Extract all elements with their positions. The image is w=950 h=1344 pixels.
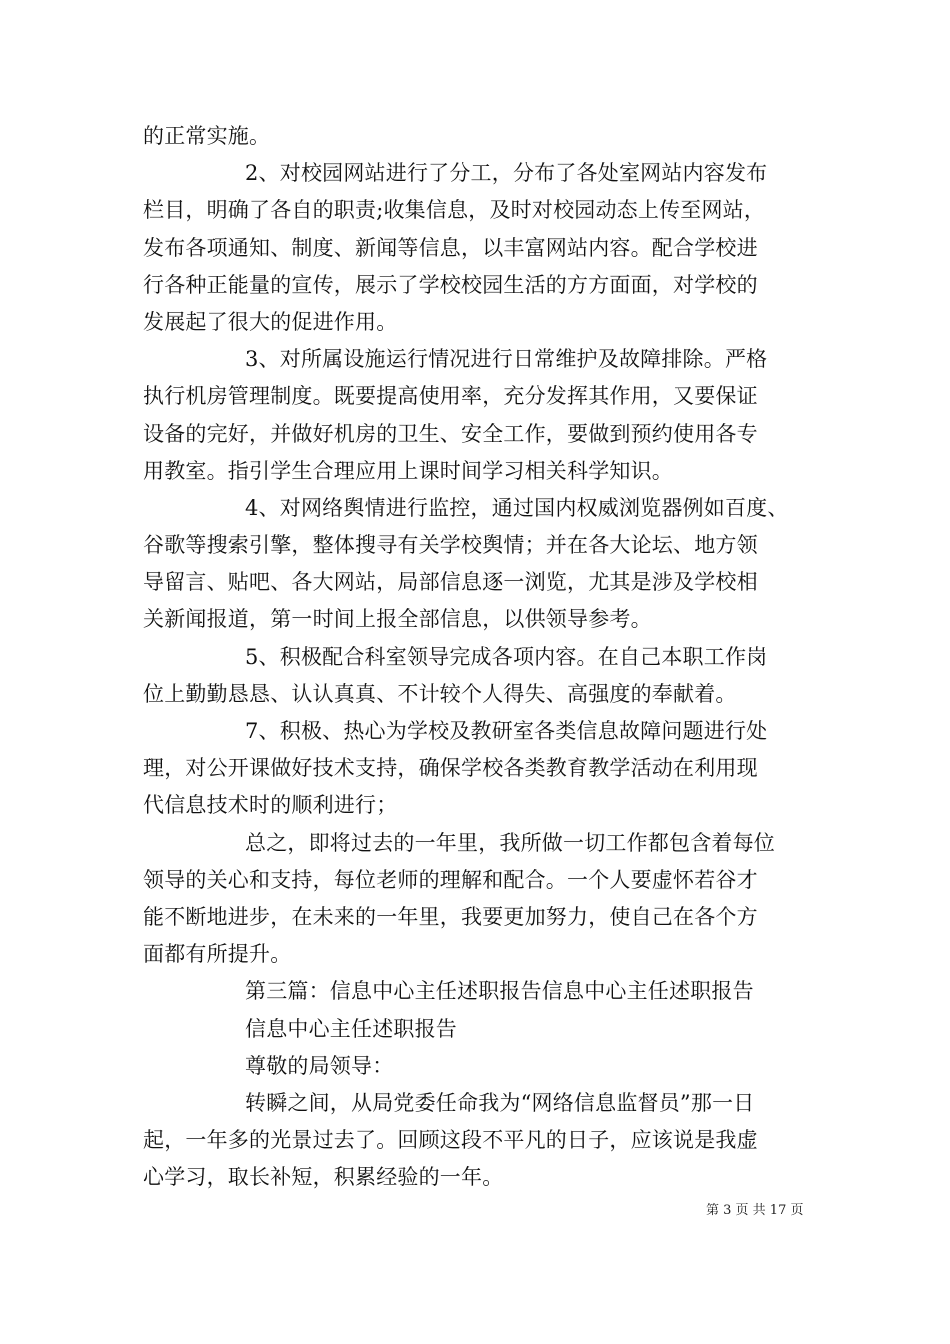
- page-number-footer: 第 3 页 共 17 页: [706, 1203, 804, 1218]
- text-line: 位上勤勤恳恳、认认真真、不计较个人得失、高强度的奉献着。: [143, 681, 737, 706]
- text-line: 领导的关心和支持，每位老师的理解和配合。一个人要虚怀若谷才: [143, 867, 758, 892]
- text-line: 代信息技术时的顺利进行；: [143, 793, 398, 818]
- text-line: 发布各项通知、制度、新闻等信息，以丰富网站内容。配合学校进: [143, 235, 758, 260]
- text-line: 面都有所提升。: [143, 942, 292, 967]
- text-line: 5、积极配合科室领导完成各项内容。在自己本职工作岗: [245, 644, 768, 669]
- text-line: 起，一年多的光景过去了。回顾这段不平凡的日子，应该说是我虚: [143, 1128, 758, 1153]
- text-line: 心学习，取长补短，积累经验的一年。: [143, 1165, 504, 1190]
- text-line: 3、对所属设施运行情况进行日常维护及故障排除。严格: [245, 347, 768, 372]
- text-line: 关新闻报道，第一时间上报全部信息，以供领导参考。: [143, 607, 652, 632]
- text-line: 谷歌等搜索引擎，整体搜寻有关学校舆情；并在各大论坛、地方领: [143, 533, 758, 558]
- text-line: 能不断地进步，在未来的一年里，我要更加努力，使自己在各个方: [143, 904, 758, 929]
- text-line: 发展起了很大的促进作用。: [143, 309, 398, 334]
- text-line: 的正常实施。: [143, 124, 271, 148]
- text-line: 信息中心主任述职报告: [245, 1016, 457, 1041]
- text-line: 用教室。指引学生合理应用上课时间学习相关科学知识。: [143, 458, 673, 483]
- text-line: 栏目，明确了各自的职责;收集信息，及时对校园动态上传至网站，: [143, 198, 766, 223]
- text-line: 第三篇：信息中心主任述职报告信息中心主任述职报告: [245, 979, 754, 1004]
- document-body: [143, 118, 813, 1196]
- text-line: 总之，即将过去的一年里，我所做一切工作都包含着每位: [245, 830, 775, 855]
- text-line: 行各种正能量的宣传，展示了学校校园生活的方方面面，对学校的: [143, 272, 758, 297]
- text-line: 2、对校园网站进行了分工，分布了各处室网站内容发布: [245, 161, 768, 186]
- text-line: 转瞬之间，从局党委任命我为“网络信息监督员”那一日: [245, 1090, 755, 1115]
- text-line: 7、积极、热心为学校及教研室各类信息故障问题进行处: [245, 719, 768, 743]
- text-line: 尊敬的局领导：: [245, 1053, 394, 1078]
- text-line: 执行机房管理制度。既要提高使用率，充分发挥其作用，又要保证: [143, 384, 758, 409]
- text-line: 理，对公开课做好技术支持，确保学校各类教育教学活动在利用现: [143, 756, 758, 781]
- text-line: 4、对网络舆情进行监控，通过国内权威浏览器例如百度、: [245, 495, 789, 520]
- text-line: 设备的完好，并做好机房的卫生、安全工作，要做到预约使用各专: [143, 421, 758, 446]
- text-line: 导留言、贴吧、各大网站，局部信息逐一浏览，尤其是涉及学校相: [143, 570, 758, 595]
